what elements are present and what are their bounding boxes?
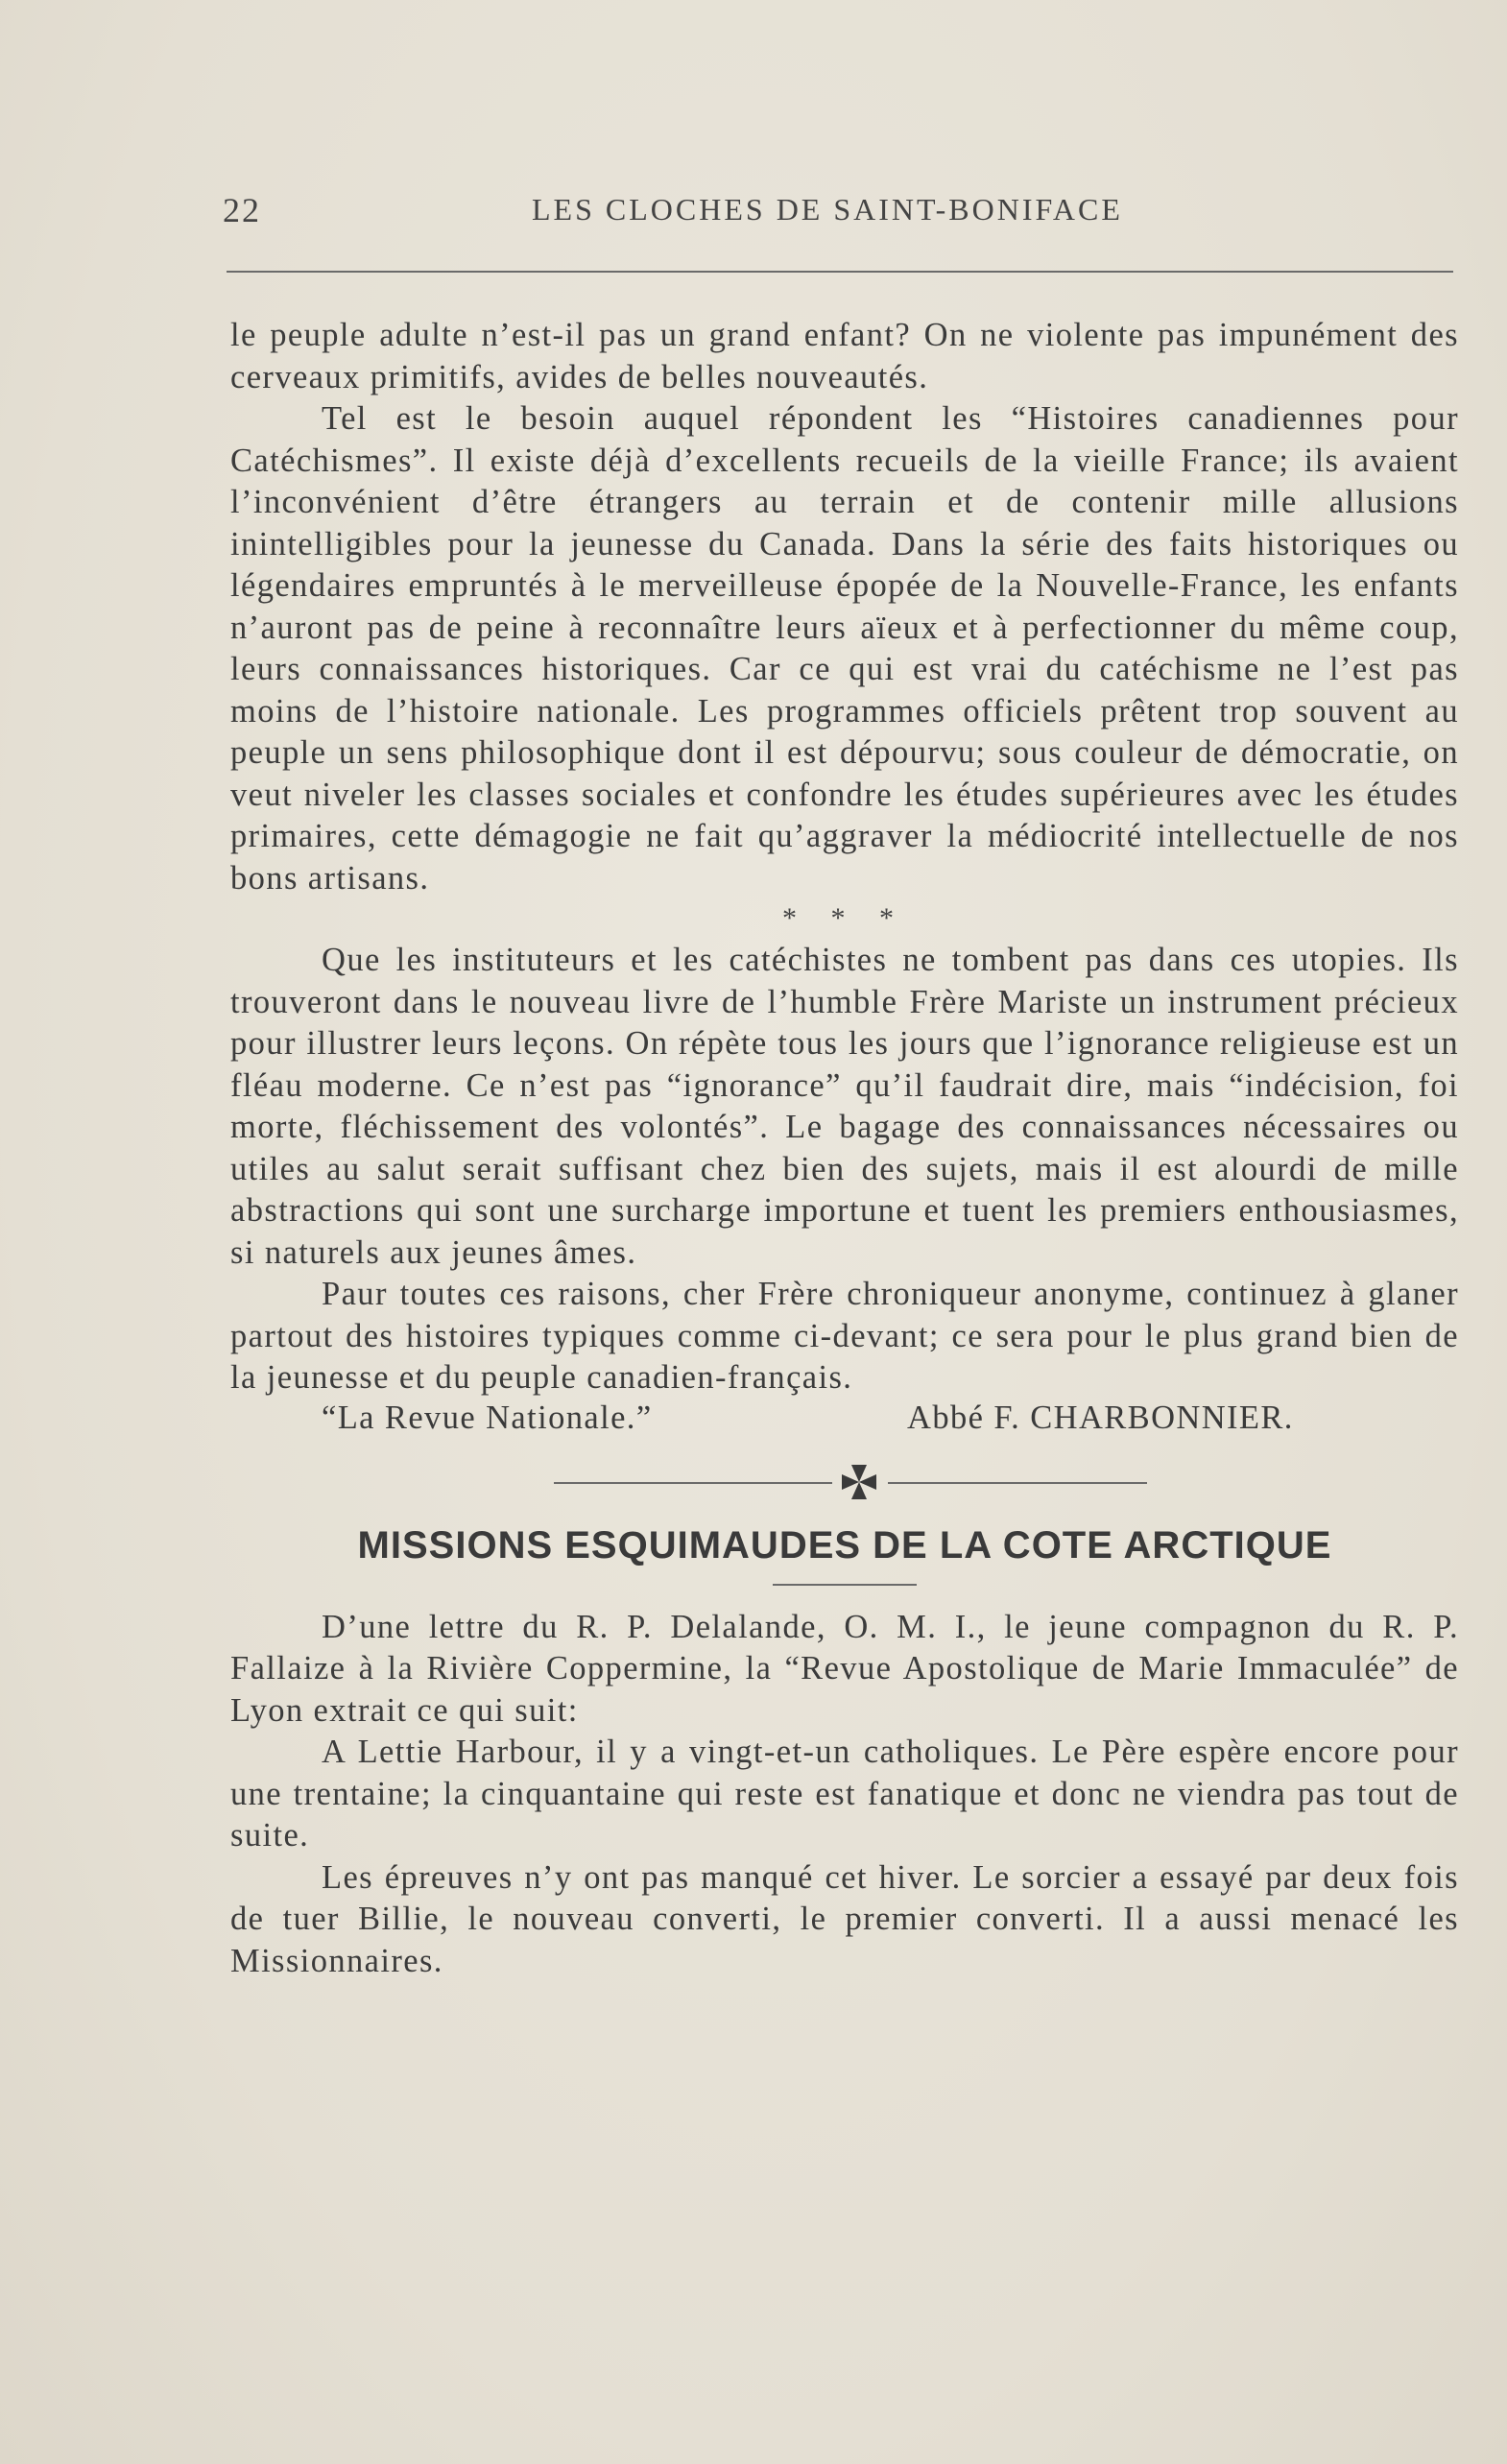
running-header: [223, 190, 1453, 238]
paragraph: le peuple adulte n’est-il pas un grand enfant? On ne violente pas impunément des cerveaux primitifs, avides de belles nouveautés.: [230, 317, 1459, 395]
body-text: [230, 315, 1459, 1982]
running-title: LES CLOCHES DE SAINT-BONIFACE: [532, 192, 1123, 227]
title-rule: [773, 1584, 917, 1586]
paragraph: Tel est le besoin auquel répondent les “Histoires canadiennes pour Catéchismes”. Il existe déjà d’excellents recueils de la vieille France; ils avaient l’inconvénient d’être étrangers au terrain et de contenir mille allusions inintelligibles pour la jeunesse du Canada. Dans la série des faits historiques ou légendaires empruntés à le merveilleuse épopée de la Nouvelle-France, les enfants n’auront pas de peine à reconnaître leurs aïeux et à perfectionner du même coup, leurs connaissances historiques. Car ce qui est vrai du catéchisme ne l’est pas moins de l’histoire nationale. Les programmes officiels prêtent trop souvent au peuple un sens philosophique dont il est dépourvu; sous couleur de démocratie, on veut niveler les classes sociales et confondre les études supérieures avec les études primaires, cette démagogie ne fait qu’aggraver la médiocrité intellectuelle de nos bons artisans.: [230, 400, 1459, 897]
divider-line-right: [888, 1482, 1147, 1484]
paragraph: Que les instituteurs et les catéchistes ne tombent pas dans ces utopies. Ils trouveront dans le nouveau livre de l’humble Frère Mariste un instrument précieux pour illustrer leurs leçons. On répète tous les jours que l’ignorance religieuse est un fléau moderne. Ce n’est pas “ignorance” qu’il faudrait dire, mais “indécision, foi morte, fléchissement des volontés”. Le bagage des connaissances nécessaires ou utiles au salut serait suffisant chez bien des sujets, mais il est alourdi de mille abstractions qui sont une surcharge importune et tuent les premiers enthousiasmes, si naturels aux jeunes âmes.: [230, 942, 1459, 1271]
paragraph: Paur toutes ces raisons, cher Frère chroniqueur anonyme, continuez à glaner partout des histoires typiques comme ci-devant; ce sera pour le plus grand bien de la jeunesse et du peuple canadien-français.: [230, 1276, 1459, 1396]
paragraph: D’une lettre du R. P. Delalande, O. M. I., le jeune compagnon du R. P. Fallaize à la Rivière Coppermine, la “Revue Apostolique de Marie Immaculée” de Lyon extrait ce qui suit:: [230, 1608, 1459, 1729]
signature-line: [230, 1399, 1459, 1442]
header-rule: [227, 271, 1453, 273]
source-citation: “La Revue Nationale.”: [322, 1399, 653, 1436]
paragraph: Les épreuves n’y ont pas manqué cet hiver. Le sorcier a essayé par deux fois de tuer Billie, le nouveau converti, le premier converti. Il a aussi menacé les Missionnaires.: [230, 1858, 1459, 1979]
paragraph: A Lettie Harbour, il y a vingt-et-un catholiques. Le Père espère encore pour une trentaine; la cinquantaine qui reste est fanatique et donc ne viendra pas tout de suite.: [230, 1734, 1459, 1854]
page-number: 22: [223, 191, 261, 229]
author-signature: Abbé F. CHARBONNIER.: [907, 1399, 1294, 1436]
divider-line-left: [554, 1482, 832, 1484]
maltese-cross-icon: [838, 1461, 880, 1503]
section-separator: * * *: [782, 902, 907, 934]
ornamental-divider: [230, 1453, 1459, 1511]
article-title: MISSIONS ESQUIMAUDES DE LA COTE ARCTIQUE: [357, 1523, 1332, 1567]
